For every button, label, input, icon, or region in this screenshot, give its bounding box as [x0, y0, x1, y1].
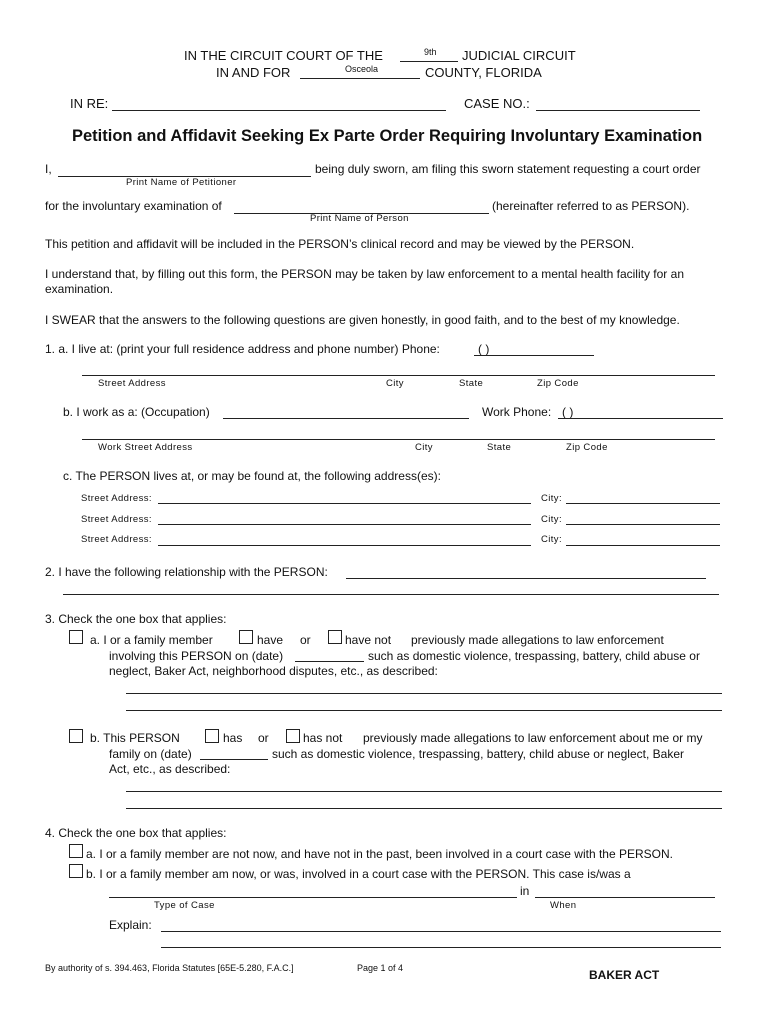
- q4-explain-label: Explain:: [109, 918, 152, 932]
- in-re-label: IN RE:: [70, 96, 109, 111]
- q3a-have-not-label: have not: [345, 633, 392, 647]
- q1c-city-label-3: City:: [541, 534, 562, 545]
- q3a-prefix: a. I or a family member: [90, 633, 213, 647]
- q3b-description-line-1[interactable]: [126, 791, 722, 792]
- q3a-description-line-1[interactable]: [126, 693, 722, 694]
- q1a-state-label: State: [459, 378, 484, 389]
- q3b-has-not-label: has not: [303, 731, 343, 745]
- q1a-city-label: City: [386, 378, 404, 389]
- q1a-phone-field[interactable]: [474, 355, 594, 356]
- i-label: I,: [45, 162, 52, 176]
- q1c-street-label-1: Street Address:: [81, 493, 152, 504]
- q1b-work-phone-paren: ( ): [562, 405, 574, 419]
- q1c-text: c. The PERSON lives at, or may be found at, the following address(es):: [63, 469, 441, 483]
- q4a-checkbox[interactable]: [69, 844, 83, 858]
- intro-paragraph-2-line1: I understand that, by filling out this form, the PERSON may be taken by law enforcement to a mental health facility for an: [45, 267, 684, 281]
- q3b-date-field[interactable]: [200, 759, 268, 760]
- q1a-zip-label: Zip Code: [537, 378, 579, 389]
- sworn-text: being duly sworn, am filing this sworn statement requesting a court order: [315, 162, 701, 176]
- q1c-city-field-1[interactable]: [566, 503, 720, 504]
- q4-explain-line-2[interactable]: [161, 947, 721, 948]
- circuit-field-line: [400, 61, 458, 62]
- q1b-occupation-field[interactable]: [223, 418, 469, 419]
- q1b-work-phone-label: Work Phone:: [482, 405, 552, 419]
- q3b-has-checkbox[interactable]: [205, 729, 219, 743]
- q2-relationship-field[interactable]: [346, 578, 706, 579]
- q4-explain-line-1[interactable]: [161, 931, 721, 932]
- q3a-line2-b: such as domestic violence, trespassing, battery, child abuse or: [368, 649, 700, 663]
- q1b-state-label: State: [487, 442, 512, 453]
- q4b-in-label: in: [520, 884, 530, 898]
- county-field-line: [300, 78, 420, 79]
- page-title: Petition and Affidavit Seeking Ex Parte Order Requiring Involuntary Examination: [72, 127, 703, 145]
- print-name-petitioner-label: Print Name of Petitioner: [126, 177, 237, 188]
- case-no-label: CASE NO.:: [464, 96, 530, 111]
- q1a-phone-paren: ( ): [478, 342, 490, 356]
- q1a-address-field[interactable]: [82, 375, 715, 376]
- q1c-city-field-3[interactable]: [566, 545, 720, 546]
- q4b-checkbox[interactable]: [69, 864, 83, 878]
- q3b-checkbox[interactable]: [69, 729, 83, 743]
- q4b-text: b. I or a family member am now, or was, involved in a court case with the PERSON. This case is/was a: [86, 867, 631, 881]
- q3-heading: 3. Check the one box that applies:: [45, 612, 227, 626]
- q1b-work-address-field[interactable]: [82, 439, 715, 440]
- q3a-have-label: have: [257, 633, 284, 647]
- q4-heading: 4. Check the one box that applies:: [45, 826, 227, 840]
- q1c-street-field-3[interactable]: [158, 545, 531, 546]
- q3a-description-line-2[interactable]: [126, 710, 722, 711]
- circuit-value[interactable]: 9th: [424, 47, 437, 57]
- q4b-when-field[interactable]: [535, 897, 715, 898]
- court-line2-b: COUNTY, FLORIDA: [425, 65, 542, 80]
- q4b-type-of-case-field[interactable]: [109, 897, 517, 898]
- print-name-person-label: Print Name of Person: [310, 213, 409, 224]
- q1c-street-label-3: Street Address:: [81, 534, 152, 545]
- q1b-work-street-label: Work Street Address: [98, 442, 193, 453]
- hereinafter-text: (hereinafter referred to as PERSON).: [492, 199, 690, 213]
- q3b-has-not-checkbox[interactable]: [286, 729, 300, 743]
- court-line2-a: IN AND FOR: [216, 65, 291, 80]
- q1a-text: 1. a. I live at: (print your full residence address and phone number) Phone:: [45, 342, 440, 356]
- q4a-text: a. I or a family member are not now, and have not in the past, been involved in a court case with the PERSON.: [86, 847, 673, 861]
- q1c-street-label-2: Street Address:: [81, 514, 152, 525]
- q3a-have-not-checkbox[interactable]: [328, 630, 342, 644]
- q1b-city-label: City: [415, 442, 433, 453]
- q3a-suffix: previously made allegations to law enforcement: [411, 633, 664, 647]
- court-line1-b: JUDICIAL CIRCUIT: [462, 48, 576, 63]
- q3b-has-label: has: [223, 731, 243, 745]
- q3b-prefix: b. This PERSON: [90, 731, 180, 745]
- court-line1-a: IN THE CIRCUIT COURT OF THE: [184, 48, 383, 63]
- q3a-line3: neglect, Baker Act, neighborhood disputes, etc., as described:: [109, 664, 438, 678]
- footer-page-number: Page 1 of 4: [357, 963, 404, 973]
- intro-paragraph-1: This petition and affidavit will be included in the PERSON’s clinical record and may be viewed by the PERSON.: [45, 237, 635, 251]
- q3a-line2-a: involving this PERSON on (date): [109, 649, 284, 663]
- q1c-city-label-1: City:: [541, 493, 562, 504]
- q3a-checkbox[interactable]: [69, 630, 83, 644]
- q3a-have-checkbox[interactable]: [239, 630, 253, 644]
- q3b-or-label: or: [258, 731, 269, 745]
- q4b-when-label: When: [550, 900, 577, 911]
- footer-baker-act: BAKER ACT: [589, 968, 660, 982]
- q1c-city-label-2: City:: [541, 514, 562, 525]
- q1c-street-field-2[interactable]: [158, 524, 531, 525]
- q1c-city-field-2[interactable]: [566, 524, 720, 525]
- q1c-street-field-1[interactable]: [158, 503, 531, 504]
- q4b-type-of-case-label: Type of Case: [154, 900, 215, 911]
- q2-relationship-field-2[interactable]: [63, 594, 719, 595]
- q1a-street-label: Street Address: [98, 378, 166, 389]
- intro-paragraph-2-line2: examination.: [45, 282, 114, 296]
- footer-authority: By authority of s. 394.463, Florida Statutes [65E-5.280, F.A.C.]: [45, 963, 294, 973]
- q3b-line2-b: such as domestic violence, trespassing, battery, child abuse or neglect, Baker: [272, 747, 684, 761]
- q3a-or-label: or: [300, 633, 311, 647]
- q1b-text: b. I work as a: (Occupation): [63, 405, 210, 419]
- q3b-description-line-2[interactable]: [126, 808, 722, 809]
- q1b-zip-label: Zip Code: [566, 442, 608, 453]
- q1b-work-phone-field[interactable]: [558, 418, 723, 419]
- for-exam-text: for the involuntary examination of: [45, 199, 222, 213]
- case-no-field[interactable]: [536, 110, 700, 111]
- q3a-date-field[interactable]: [295, 661, 364, 662]
- q3b-line2-a: family on (date): [109, 747, 192, 761]
- intro-paragraph-3: I SWEAR that the answers to the following questions are given honestly, in good faith, and to the best of my knowledge.: [45, 313, 680, 327]
- q3b-suffix: previously made allegations to law enforcement about me or my: [363, 731, 703, 745]
- county-value[interactable]: Osceola: [345, 64, 379, 74]
- in-re-field[interactable]: [112, 110, 446, 111]
- q2-text: 2. I have the following relationship with the PERSON:: [45, 565, 328, 579]
- q3b-line3: Act, etc., as described:: [109, 762, 231, 776]
